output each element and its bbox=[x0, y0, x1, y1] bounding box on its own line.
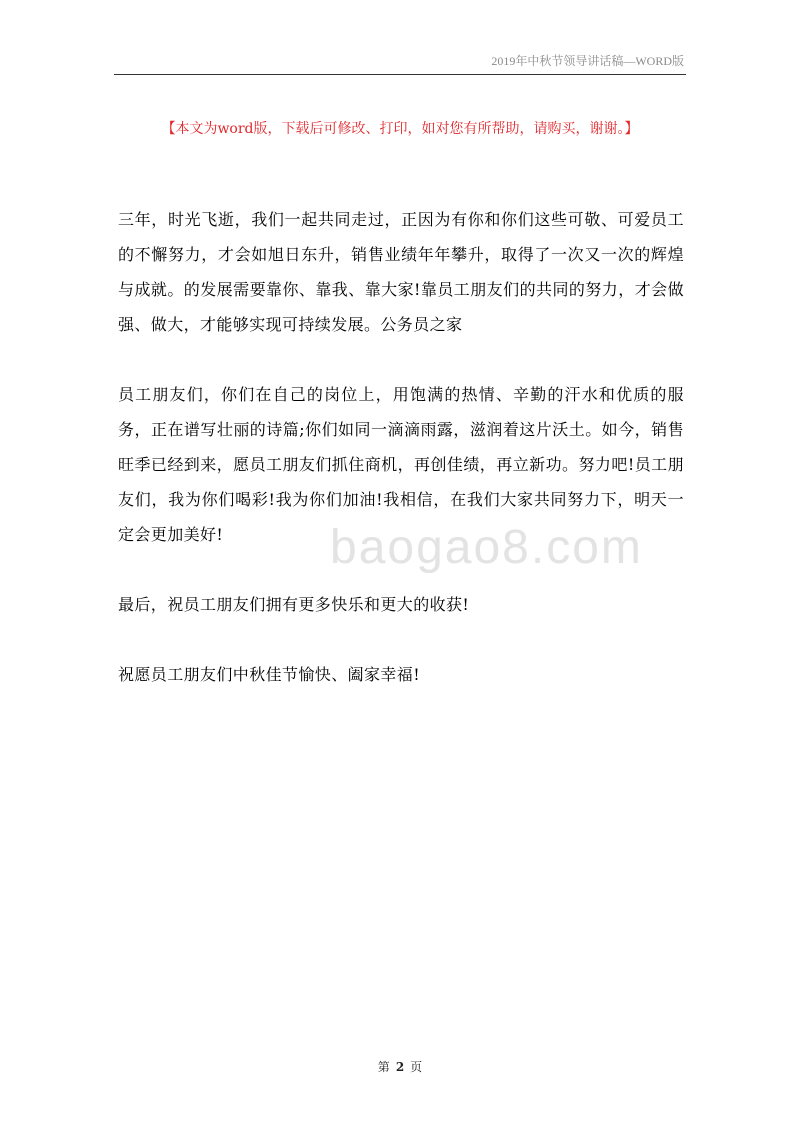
paragraph-3: 最后，祝员工朋友们拥有更多快乐和更大的收获! bbox=[118, 595, 470, 614]
paragraph-4: 祝愿员工朋友们中秋佳节愉快、阖家幸福! bbox=[118, 665, 421, 684]
document-body bbox=[118, 202, 684, 692]
header-divider bbox=[114, 74, 686, 75]
page-number: 2 bbox=[395, 1060, 405, 1074]
running-header: 2019年中秋节领导讲话稿—WORD版 bbox=[491, 54, 684, 68]
word-version-notice: 【本文为word版，下载后可修改、打印，如对您有所帮助，请购买，谢谢。】 bbox=[161, 121, 639, 137]
page-prefix: 第 bbox=[377, 1060, 390, 1074]
page-suffix: 页 bbox=[410, 1060, 423, 1074]
paragraph-1: 三年，时光飞逝，我们一起共同走过，正因为有你和你们这些可敬、可爱员工的不懈努力，才会如旭日东升，销售业绩年年攀升，取得了一次又一次的辉煌与成就。的发展需要靠你、靠我、靠大家!靠员工朋友们的共同的努力，才会做强、做大，才能够实现可持续发展。公务员之家 bbox=[118, 210, 684, 334]
paragraph-2: 员工朋友们，你们在自己的岗位上，用饱满的热情、辛勤的汗水和优质的服务，正在谱写壮丽的诗篇;你们如同一滴滴雨露，滋润着这片沃土。如今，销售旺季已经到来，愿员工朋友们抓住商机，再创佳绩，再立新功。努力吧!员工朋友们，我为你们喝彩!我为你们加油!我相信，在我们大家共同努力下，明天一定会更加美好! bbox=[118, 385, 684, 544]
page-footer bbox=[0, 1058, 800, 1075]
watermark: baogao8.com bbox=[330, 521, 643, 574]
